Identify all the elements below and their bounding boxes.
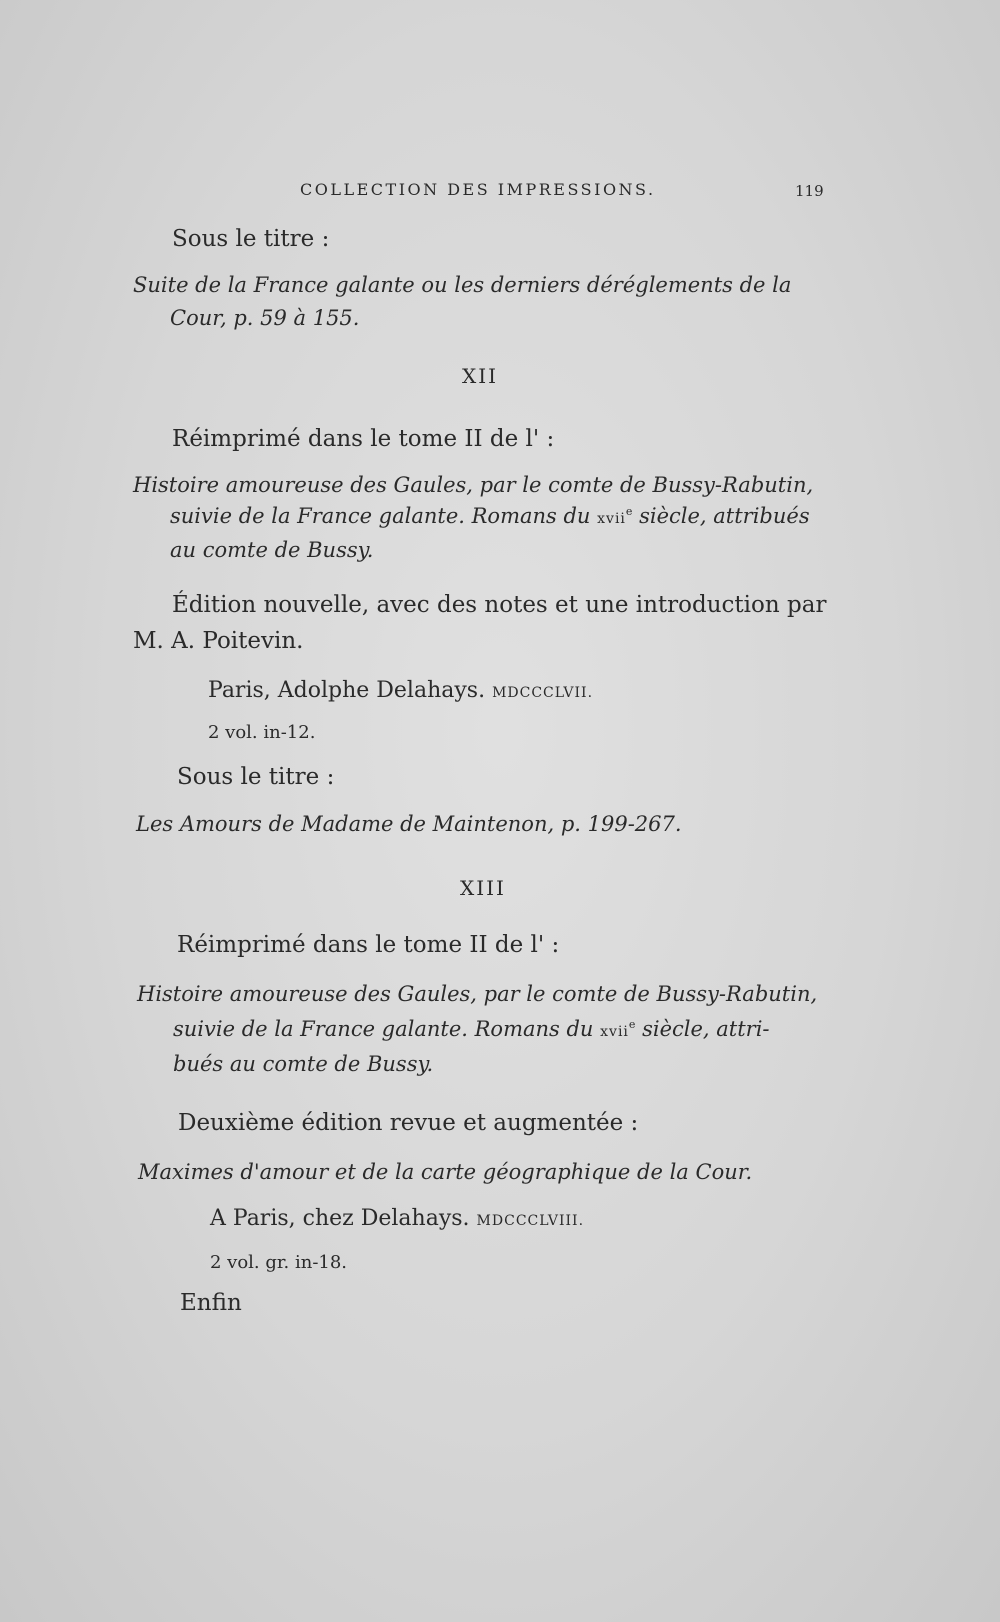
title-line-2: Cour, p. 59 à 155. [170, 306, 360, 330]
xiii-imprint-place: A Paris, chez Delahays. [210, 1206, 477, 1231]
xii-title-line-2a: suivie de la France galante. Romans du [170, 504, 598, 528]
xiii-format: 2 vol. gr. in-18. [210, 1252, 348, 1273]
xiii-title-line-2b: siècle, attri- [635, 1017, 770, 1041]
page-number: 119 [795, 182, 824, 200]
title-line-1: Suite de la France galante ou les derniers déréglements de la [133, 273, 792, 297]
xii-title-line-3: au comte de Bussy. [170, 538, 374, 562]
xiii-maximes-title: Maximes d'amour et de la carte géographique de la Cour. [138, 1160, 753, 1184]
xiii-title-line-3: bués au comte de Bussy. [173, 1052, 434, 1076]
xii-century: xvii [597, 511, 626, 527]
section-number-xii: XII [462, 364, 499, 388]
xii-intro-sous-le-titre: Sous le titre : [177, 764, 335, 790]
intro-sous-le-titre: Sous le titre : [172, 226, 330, 252]
xii-title-line-1: Histoire amoureuse des Gaules, par le comte de Bussy-Rabutin, [133, 473, 814, 497]
xii-second-title: Les Amours de Madame de Maintenon, p. 199-267. [136, 812, 682, 836]
xii-imprint-place: Paris, Adolphe Delahays. [208, 678, 493, 703]
xiii-century: xvii [600, 1024, 629, 1040]
xii-title-line-2b: siècle, attribués [632, 504, 810, 528]
xiii-imprint [210, 1206, 584, 1231]
xiii-reprint-note: Réimprimé dans le tome II de l' : [177, 932, 560, 958]
xii-edition-line-2: M. A. Poitevin. [133, 628, 304, 654]
xii-imprint-year: MDCCCLVII. [492, 685, 594, 701]
enfin: Enfin [180, 1290, 242, 1316]
xiii-imprint-year: MDCCCLVIII. [476, 1213, 585, 1229]
xii-imprint [208, 678, 593, 703]
running-head: COLLECTION DES IMPRESSIONS. [300, 180, 656, 199]
xiii-title-line-1: Histoire amoureuse des Gaules, par le comte de Bussy-Rabutin, [137, 982, 818, 1006]
xii-reprint-note: Réimprimé dans le tome II de l' : [172, 426, 555, 452]
xiii-edition: Deuxième édition revue et augmentée : [178, 1110, 639, 1136]
xii-century-sup: e [625, 505, 633, 518]
xii-edition-line-1: Édition nouvelle, avec des notes et une introduction par [172, 592, 827, 618]
section-number-xiii: XIII [460, 876, 506, 900]
xiii-title-line-2 [173, 1017, 770, 1041]
xiii-title-line-2a: suivie de la France galante. Romans du [173, 1017, 601, 1041]
xii-format: 2 vol. in-12. [208, 722, 316, 743]
xii-title-line-2 [170, 504, 810, 528]
xiii-century-sup: e [628, 1018, 636, 1031]
